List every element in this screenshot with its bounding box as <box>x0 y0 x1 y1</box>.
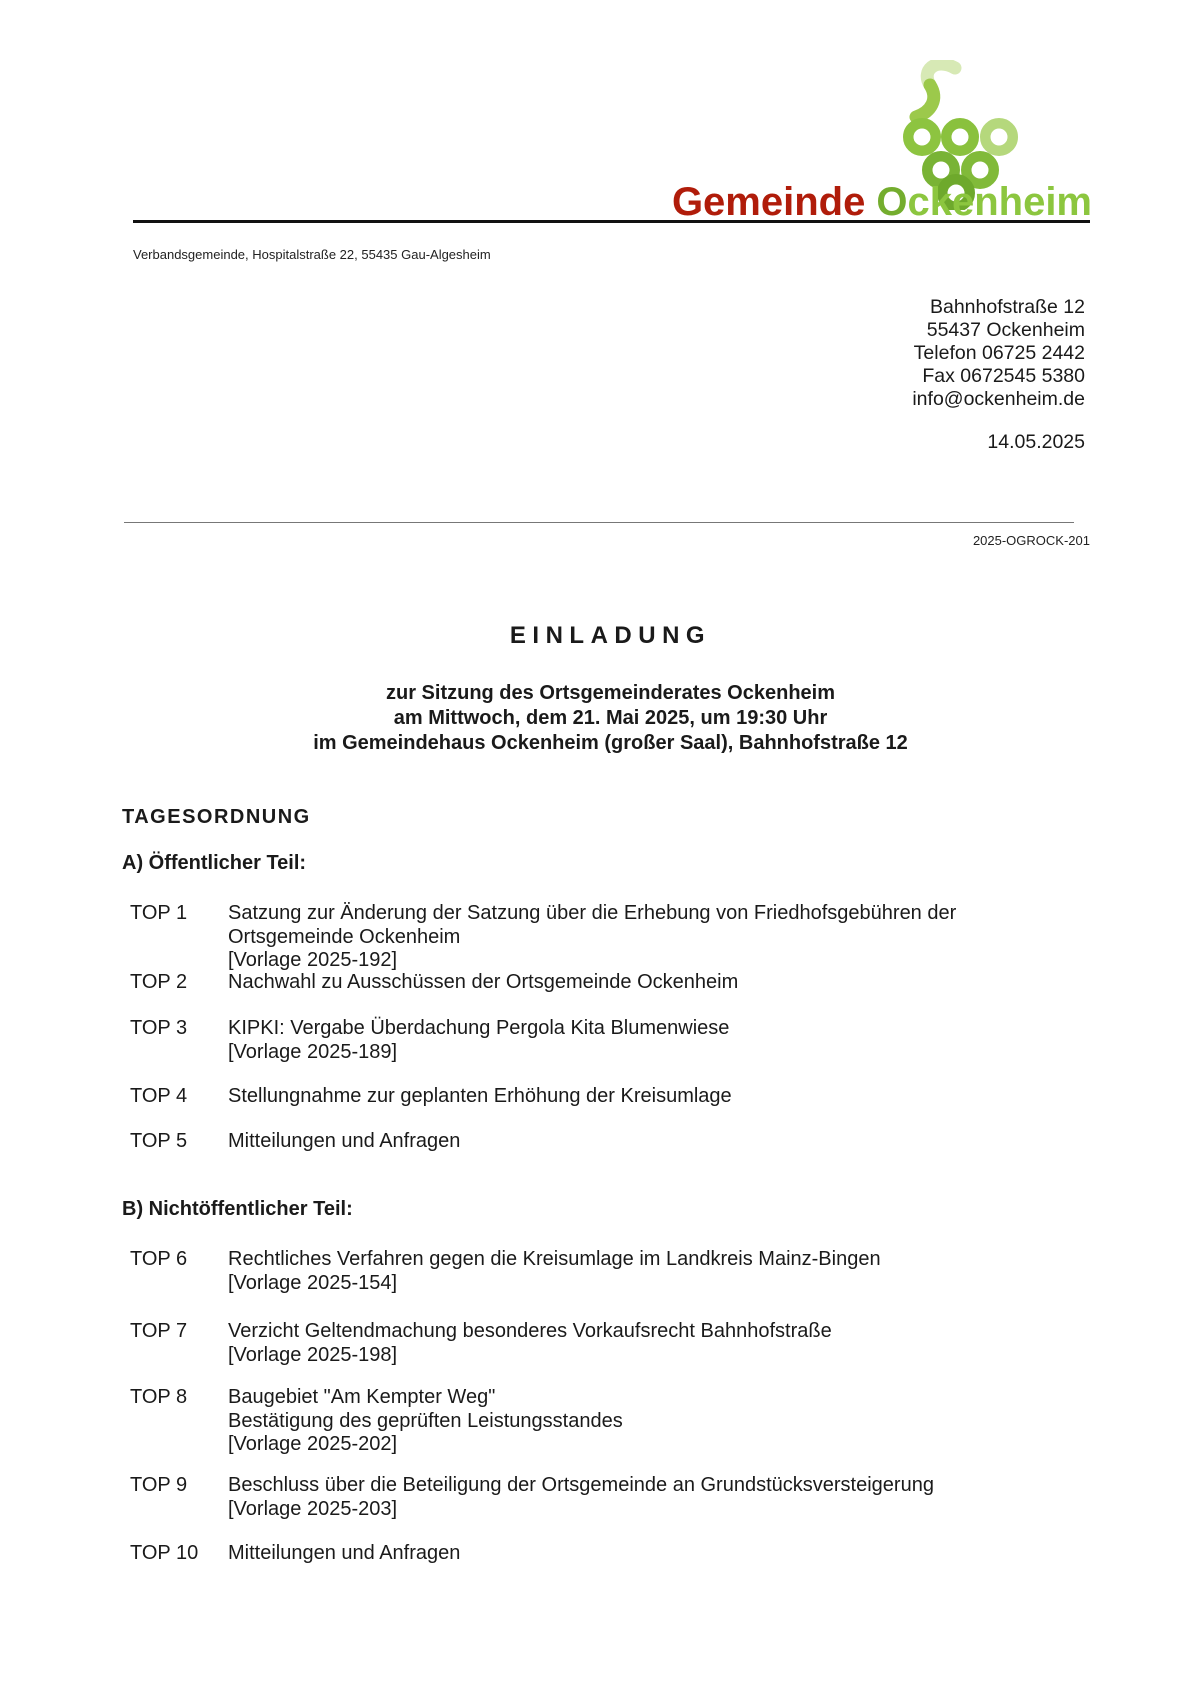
agenda-item-top-6 <box>130 1248 1100 1295</box>
agenda-item-number: TOP 5 <box>130 1130 188 1152</box>
meeting-location: im Gemeindehaus Ockenheim (großer Saal), Bahnhofstraße 12 <box>313 732 908 754</box>
contact-block <box>912 296 1085 411</box>
agenda-item-number: TOP 4 <box>130 1085 188 1107</box>
agenda-item-text <box>228 1017 1100 1064</box>
agenda-item-text <box>228 1130 1100 1154</box>
section-a-heading: A) Öffentlicher Teil: <box>122 852 307 874</box>
agenda-title: TAGESORDNUNG <box>122 806 311 828</box>
topic-line: Satzung zur Änderung der Satzung über die Erhebung von Friedhofsgebühren der <box>228 902 957 924</box>
vorlage-reference: [Vorlage 2025-154] <box>228 1271 398 1294</box>
agenda-item-text <box>228 1542 1100 1566</box>
topic-line: Beschluss über die Beteiligung der Ortsgemeinde an Grundstücksversteigerung <box>228 1474 934 1496</box>
sender-line: Verbandsgemeinde, Hospitalstraße 22, 55435 Gau-Algesheim <box>133 247 491 262</box>
agenda-item-top-9 <box>130 1474 1100 1521</box>
agenda-item-top-8 <box>130 1386 1100 1457</box>
topic-line: Nachwahl zu Ausschüssen der Ortsgemeinde Ockenheim <box>228 971 739 993</box>
topic-line: Baugebiet "Am Kempter Weg" <box>228 1386 496 1408</box>
section-b-heading: B) Nichtöffentlicher Teil: <box>122 1198 353 1220</box>
agenda-item-number: TOP 1 <box>130 902 188 924</box>
vorlage-reference: [Vorlage 2025-189] <box>228 1040 398 1063</box>
agenda-item-text <box>228 971 1100 995</box>
topic-line: Mitteilungen und Anfragen <box>228 1130 461 1152</box>
topic-line: Bestätigung des geprüften Leistungsstandes <box>228 1409 623 1432</box>
topic-line: KIPKI: Vergabe Überdachung Pergola Kita Blumenwiese <box>228 1017 730 1039</box>
contact-street: Bahnhofstraße 12 <box>929 296 1085 318</box>
contact-city: 55437 Ockenheim <box>926 319 1085 341</box>
document-date: 14.05.2025 <box>987 431 1085 453</box>
topic-line: Rechtliches Verfahren gegen die Kreisumlage im Landkreis Mainz-Bingen <box>228 1248 881 1270</box>
separator-rule <box>124 522 1074 523</box>
vorlage-reference: [Vorlage 2025-203] <box>228 1497 398 1520</box>
grape-ring <box>908 123 936 151</box>
agenda-item-top-2 <box>130 971 1100 995</box>
agenda-item-text <box>228 1085 1100 1109</box>
grape-ring <box>946 123 974 151</box>
agenda-item-number: TOP 9 <box>130 1474 188 1496</box>
contact-email: info@ockenheim.de <box>912 388 1085 410</box>
document-title: EINLADUNG <box>509 622 712 649</box>
agenda-item-text <box>228 1320 1100 1367</box>
meeting-details <box>133 681 1088 756</box>
meeting-subject: zur Sitzung des Ortsgemeinderates Ockenheim <box>385 682 835 704</box>
agenda-item-number: TOP 7 <box>130 1320 188 1342</box>
agenda-item-top-7 <box>130 1320 1100 1367</box>
vorlage-reference: [Vorlage 2025-192] <box>228 949 398 971</box>
agenda-item-number: TOP 2 <box>130 971 188 993</box>
logo-wordmark <box>672 182 1092 222</box>
contact-phone: Telefon 06725 2442 <box>913 342 1085 364</box>
agenda-item-text <box>228 902 1100 973</box>
agenda-item-number: TOP 10 <box>130 1542 199 1564</box>
agenda-item-text <box>228 1386 1100 1457</box>
agenda-item-text <box>228 1248 1100 1295</box>
agenda-item-top-5 <box>130 1130 1100 1154</box>
grape-stem-dark <box>916 85 934 117</box>
topic-line: Ortsgemeinde Ockenheim <box>228 925 461 948</box>
agenda-item-number: TOP 8 <box>130 1386 188 1408</box>
topic-line: Mitteilungen und Anfragen <box>228 1542 461 1564</box>
topic-line: Verzicht Geltendmachung besonderes Vorkaufsrecht Bahnhofstraße <box>228 1320 832 1342</box>
agenda-item-top-10 <box>130 1542 1100 1566</box>
contact-fax: Fax 0672545 5380 <box>922 365 1085 387</box>
agenda-item-number: TOP 6 <box>130 1248 188 1270</box>
vorlage-reference: [Vorlage 2025-198] <box>228 1343 398 1366</box>
agenda-item-text <box>228 1474 1100 1521</box>
agenda-item-number: TOP 3 <box>130 1017 188 1039</box>
logo-word-ockenheim: Ockenheim <box>876 180 1092 224</box>
agenda-item-top-1 <box>130 902 1100 973</box>
vorlage-reference: [Vorlage 2025-202] <box>228 1433 398 1455</box>
logo-word-gemeinde: Gemeinde <box>671 180 866 224</box>
topic-line: Stellungnahme zur geplanten Erhöhung der Kreisumlage <box>228 1085 732 1107</box>
reference-number: 2025-OGROCK-201 <box>972 533 1090 548</box>
agenda-item-top-4 <box>130 1085 1100 1109</box>
meeting-datetime: am Mittwoch, dem 21. Mai 2025, um 19:30 Uhr <box>393 707 828 729</box>
grape-ring <box>985 123 1013 151</box>
agenda-item-top-3 <box>130 1017 1100 1064</box>
